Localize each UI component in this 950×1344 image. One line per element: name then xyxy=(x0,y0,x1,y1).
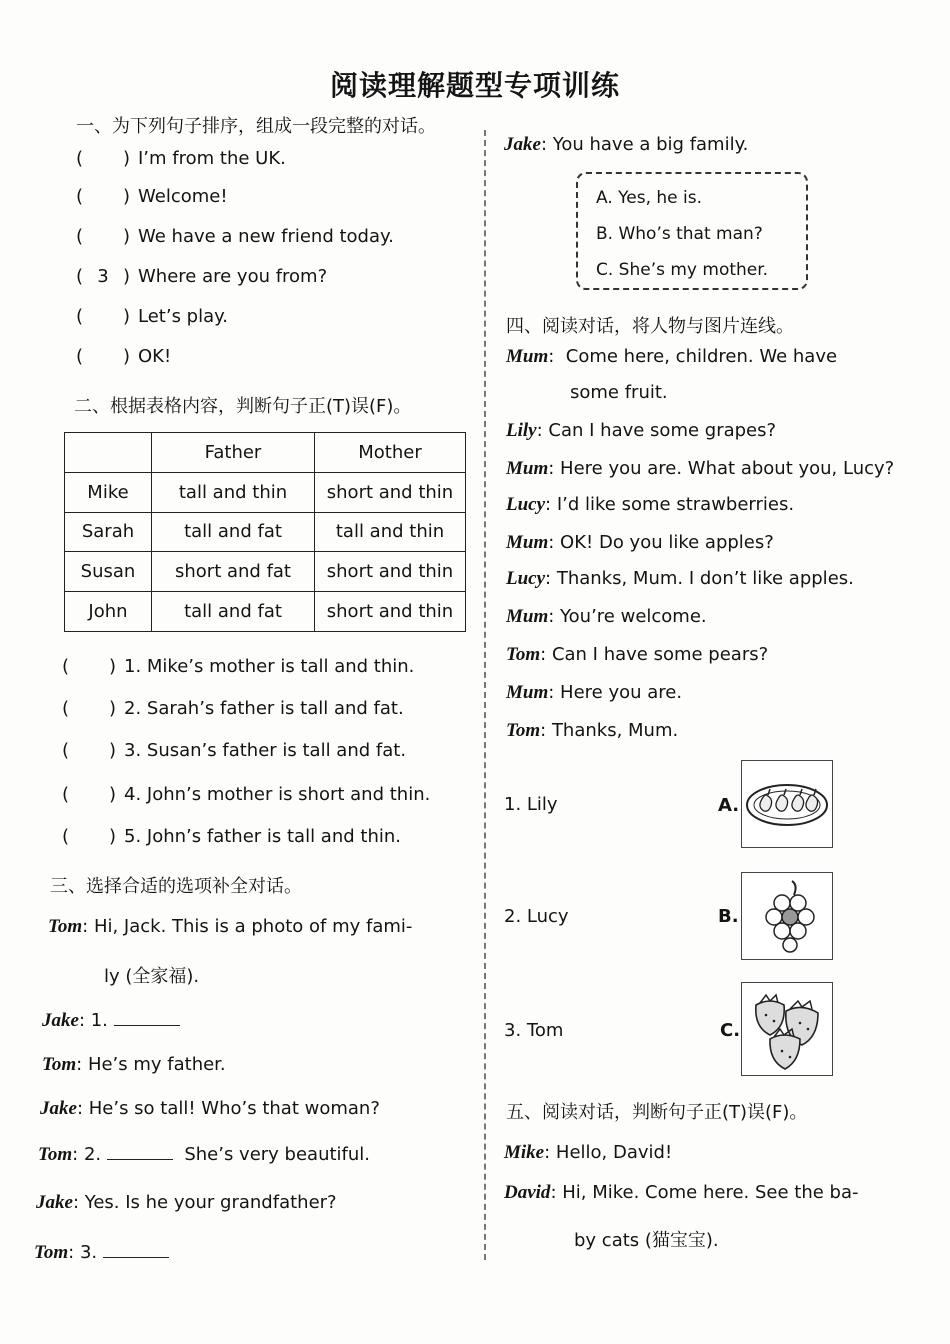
section5-heading: 五、阅读对话，判断句子正(T)误(F)。 xyxy=(506,1102,808,1123)
tf-statement[interactable]: ( ) 4. John’s mother is short and thin. xyxy=(62,784,431,805)
table-row xyxy=(65,592,466,632)
strawberries-icon xyxy=(742,983,832,1075)
table-header-row xyxy=(65,433,466,473)
dialogue-line: Tom: He’s my father. xyxy=(42,1054,226,1075)
dialogue-line: Lucy: Thanks, Mum. I don’t like apples. xyxy=(506,568,854,589)
table-cell: tall and thin xyxy=(315,512,466,552)
ordering-item[interactable]: ( 3 ) Where are you from? xyxy=(76,266,328,287)
dialogue-line: Jake: You have a big family. xyxy=(504,134,749,155)
dialogue-line: Jake: He’s so tall! Who’s that woman? xyxy=(40,1098,380,1119)
ordering-item[interactable]: ( ) We have a new friend today. xyxy=(76,226,394,247)
dialogue-line: Tom: Can I have some pears? xyxy=(506,644,769,665)
answer-blank[interactable] xyxy=(107,1145,173,1160)
table-cell: Sarah xyxy=(65,512,152,552)
table-cell: tall and thin xyxy=(152,472,315,512)
page-title: 阅读理解题型专项训练 xyxy=(329,69,620,102)
dialogue-line: Mum: OK! Do you like apples? xyxy=(506,532,774,553)
table-row xyxy=(65,552,466,592)
table-cell: short and fat xyxy=(152,552,315,592)
person-lily[interactable]: 1. Lily xyxy=(504,794,558,815)
dialogue-line: Mum: Here you are. xyxy=(506,682,683,703)
dialogue-line: Lily: Can I have some grapes? xyxy=(506,420,777,441)
table-cell: short and thin xyxy=(315,472,466,512)
table-row xyxy=(65,512,466,552)
dialogue-line: Mum: You’re welcome. xyxy=(506,606,707,627)
table-cell: tall and fat xyxy=(152,592,315,632)
ordering-item[interactable]: ( ) Let’s play. xyxy=(76,306,228,327)
tf-statement[interactable]: ( ) 2. Sarah’s father is tall and fat. xyxy=(62,698,404,719)
dialogue-line: David: Hi, Mike. Come here. See the ba- xyxy=(504,1182,859,1203)
table-cell: short and thin xyxy=(315,552,466,592)
column-divider xyxy=(484,130,486,1260)
table-cell: John xyxy=(65,592,152,632)
section2-heading: 二、根据表格内容，判断句子正(T)误(F)。 xyxy=(74,396,412,417)
grapes-icon xyxy=(742,873,832,959)
family-table xyxy=(64,432,466,632)
tf-statement[interactable]: ( ) 1. Mike’s mother is tall and thin. xyxy=(62,656,415,677)
section1-heading: 一、为下列句子排序，组成一段完整的对话。 xyxy=(76,116,436,137)
table-cell: short and thin xyxy=(315,592,466,632)
picture-label-a: A. xyxy=(718,795,740,816)
section3-heading: 三、选择合适的选项补全对话。 xyxy=(50,876,302,897)
dialogue-line: Tom: Hi, Jack. This is a photo of my fami- xyxy=(48,916,413,937)
option-a[interactable]: A. Yes, he is. xyxy=(596,188,703,208)
dialogue-line: some fruit. xyxy=(570,382,668,403)
dialogue-line: Tom: Thanks, Mum. xyxy=(506,720,679,741)
table-cell: Mike xyxy=(65,472,152,512)
table-header-cell xyxy=(65,433,152,473)
dialogue-line: Lucy: I’d like some strawberries. xyxy=(506,494,795,515)
section4-heading: 四、阅读对话，将人物与图片连线。 xyxy=(506,316,794,337)
table-row xyxy=(65,472,466,512)
dialogue-line: ly (全家福). xyxy=(104,966,200,987)
option-b[interactable]: B. Who’s that man? xyxy=(596,224,763,244)
ordering-item[interactable]: ( ) OK! xyxy=(76,346,172,367)
ordering-item[interactable]: ( ) Welcome! xyxy=(76,186,228,207)
picture-strawberries[interactable] xyxy=(741,982,833,1076)
option-c[interactable]: C. She’s my mother. xyxy=(596,260,769,280)
picture-label-b: B. xyxy=(718,906,739,927)
table-cell: Susan xyxy=(65,552,152,592)
table-header-cell: Mother xyxy=(315,433,466,473)
picture-grapes[interactable] xyxy=(741,872,833,960)
answer-blank[interactable] xyxy=(114,1011,180,1026)
tf-statement[interactable]: ( ) 3. Susan’s father is tall and fat. xyxy=(62,740,407,761)
picture-label-c: C. xyxy=(720,1020,741,1041)
pears-icon xyxy=(742,761,832,847)
dialogue-line: Mum: Come here, children. We have xyxy=(506,346,838,367)
answer-blank[interactable] xyxy=(103,1243,169,1258)
table-cell: tall and fat xyxy=(152,512,315,552)
dialogue-line: Tom: 2. She’s very beautiful. xyxy=(38,1144,371,1165)
dialogue-line: Mum: Here you are. What about you, Lucy? xyxy=(506,458,895,479)
person-lucy[interactable]: 2. Lucy xyxy=(504,906,569,927)
person-tom[interactable]: 3. Tom xyxy=(504,1020,564,1041)
dialogue-line: by cats (猫宝宝). xyxy=(574,1230,719,1251)
dialogue-line: Mike: Hello, David! xyxy=(504,1142,673,1163)
options-box xyxy=(576,172,808,290)
picture-pears[interactable] xyxy=(741,760,833,848)
ordering-item[interactable]: ( ) I’m from the UK. xyxy=(76,148,286,169)
dialogue-line: Jake: 1. xyxy=(42,1010,180,1032)
table-header-cell: Father xyxy=(152,433,315,473)
dialogue-line: Tom: 3. xyxy=(34,1242,169,1264)
tf-statement[interactable]: ( ) 5. John’s father is tall and thin. xyxy=(62,826,401,847)
dialogue-line: Jake: Yes. Is he your grandfather? xyxy=(36,1192,337,1213)
